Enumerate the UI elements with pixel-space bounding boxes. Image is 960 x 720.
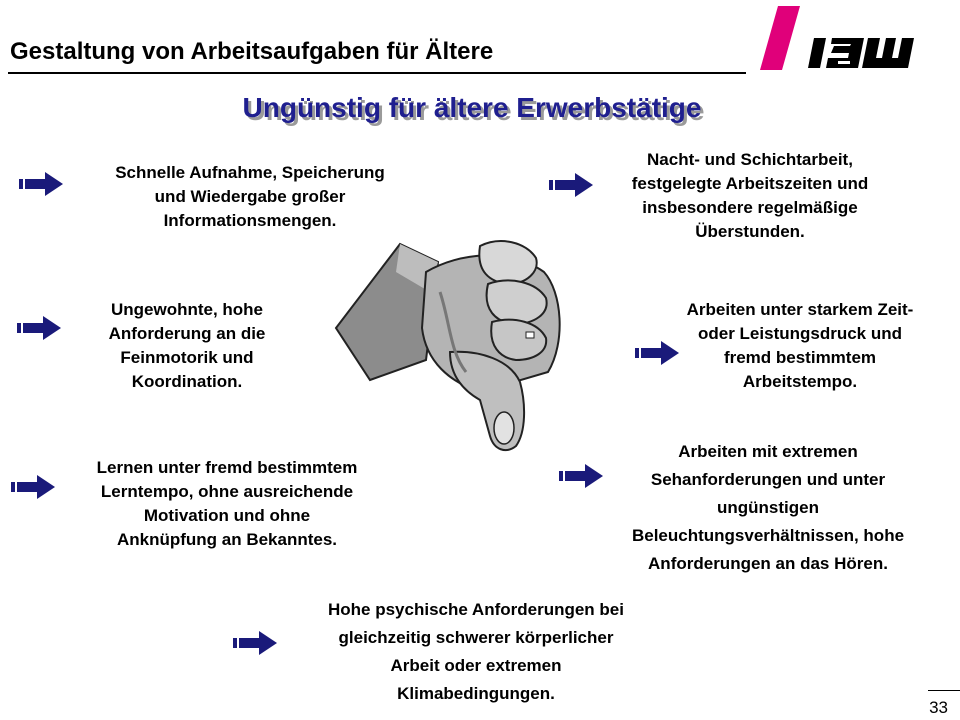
arrow-right-icon bbox=[16, 315, 62, 341]
bullet-item-4 bbox=[650, 298, 950, 394]
bullet-line: Informationsmengen. bbox=[163, 211, 337, 230]
bullet-line: Lerntempo, ohne ausreichende bbox=[100, 482, 354, 501]
bullet-line: fremd bestimmtem bbox=[723, 348, 877, 367]
bullet-line: Beleuchtungsverhältnissen, hohe bbox=[631, 526, 905, 545]
iaw-logo bbox=[760, 6, 920, 76]
page-title: Gestaltung von Arbeitsaufgaben für Ältere bbox=[10, 38, 494, 65]
arrow-right-icon bbox=[18, 171, 64, 197]
bullet-line: Arbeiten unter starkem Zeit- bbox=[686, 300, 914, 319]
bullet-line: Hohe psychische Anforderungen bei bbox=[328, 600, 624, 619]
bullet-line: Koordination. bbox=[131, 372, 243, 391]
bullet-line: Anforderungen an das Hören. bbox=[648, 554, 888, 573]
bullet-item-7 bbox=[276, 596, 676, 708]
bullet-line: Arbeit oder extremen bbox=[390, 656, 562, 675]
bullet-line: Arbeitstempo. bbox=[742, 372, 858, 391]
bullet-line: Anknüpfung an Bekanntes. bbox=[116, 530, 338, 549]
bullet-line: Sehanforderungen und unter bbox=[650, 470, 886, 489]
bullet-line: ungünstigen bbox=[717, 498, 819, 517]
thumbs-down-icon bbox=[330, 232, 580, 457]
bullet-line: Motivation und ohne bbox=[143, 506, 311, 525]
bullet-line: gleichzeitig schwerer körperlicher bbox=[338, 628, 614, 647]
bullet-line: Feinmotorik und bbox=[120, 348, 254, 367]
bullet-item-2 bbox=[590, 148, 910, 244]
bullet-item-5 bbox=[50, 456, 404, 552]
bullet-line: und Wiedergabe großer bbox=[154, 187, 346, 206]
bullet-line: Nacht- und Schichtarbeit, bbox=[647, 150, 853, 169]
footer-divider bbox=[928, 690, 960, 691]
bullet-line: Ungewohnte, hohe bbox=[110, 300, 264, 319]
arrow-right-icon bbox=[548, 172, 594, 198]
bullet-line: Klimabedingungen. bbox=[397, 684, 555, 703]
bullet-line: Anforderung an die bbox=[108, 324, 266, 343]
arrow-right-icon bbox=[232, 630, 278, 656]
bullet-line: Schnelle Aufnahme, Speicherung bbox=[115, 163, 385, 182]
bullet-item-6 bbox=[590, 438, 946, 578]
bullet-item-3 bbox=[62, 298, 312, 394]
bullet-line: Lernen unter fremd bestimmtem bbox=[96, 458, 358, 477]
bullet-line: oder Leistungsdruck und bbox=[697, 324, 903, 343]
bullet-line: insbesondere regelmäßige bbox=[642, 198, 858, 217]
bullet-line: Überstunden. bbox=[695, 222, 805, 241]
bullet-item-1 bbox=[64, 161, 436, 233]
header-divider bbox=[8, 72, 746, 74]
bullet-line: festgelegte Arbeitszeiten und bbox=[631, 174, 869, 193]
page-number: 33 bbox=[929, 698, 948, 717]
slide-heading: Ungünstig für ältere Erwerbstätige bbox=[242, 92, 702, 123]
bullet-line: Arbeiten mit extremen bbox=[678, 442, 858, 461]
